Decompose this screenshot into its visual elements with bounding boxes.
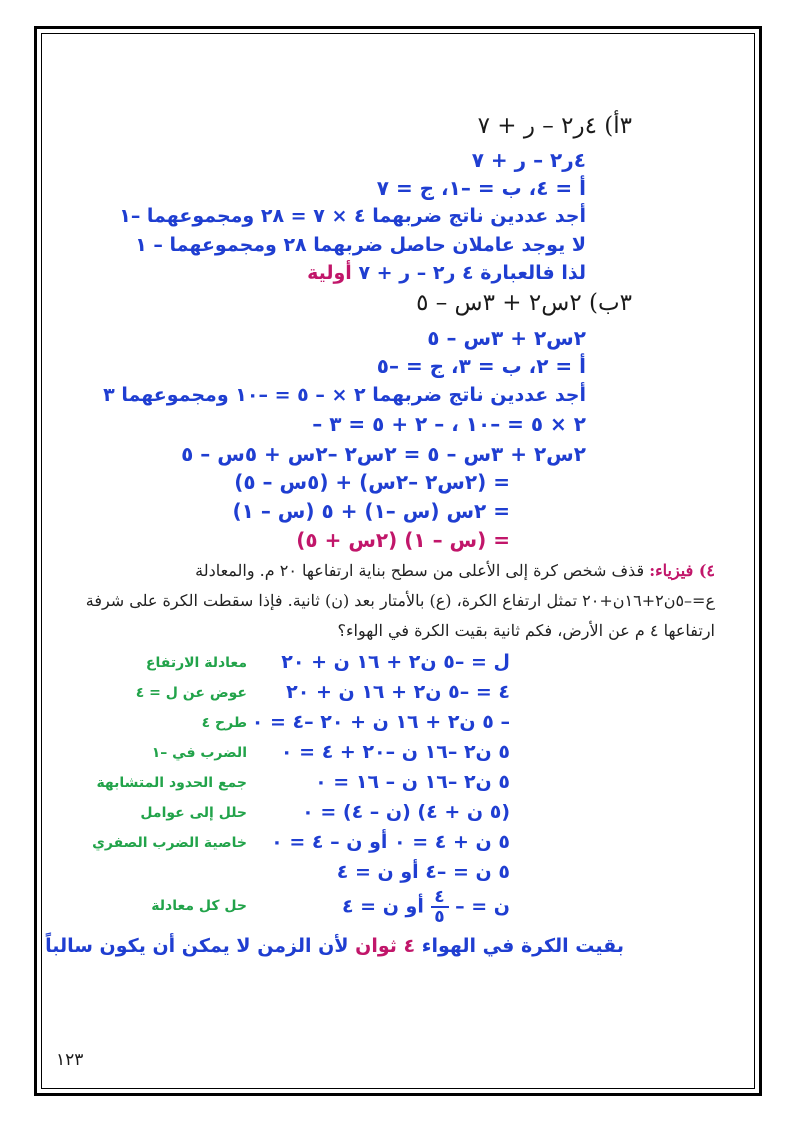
problem-3b-step-2: – ٢ × ٥ = –١٠ ، – ٢ + ٥ = ٣: [312, 412, 586, 436]
problem-3b-coefficients: أ = ٢، ب = ٣، ج = –٥: [376, 354, 586, 378]
problem-4-line-2: ع=–٥ن٢+١٦ن+٢٠ تمثل ارتفاع الكرة، (ع) بالأمتار بعد (ن) ثانية. فإذا سقطت الكرة على شرفة: [85, 591, 715, 610]
problem-3a-coefficients: أ = ٤، ب = –١، ج = ٧: [376, 176, 586, 200]
problem-4-text-1: قذف شخص كرة إلى الأعلى من سطح بناية ارتفاعها ٢٠ م. والمعادلة: [195, 561, 645, 580]
step-equation-1: ل = –٥ ن٢ + ١٦ ن + ٢٠: [281, 651, 510, 673]
answer-prefix: بقيت الكرة في الهواء: [415, 935, 624, 957]
step-note-1: معادلة الارتفاع: [145, 655, 247, 671]
problem-3a-step-1: أجد عددين ناتج ضربهما ٤ × ٧ = ٢٨ ومجموعهما –١: [119, 205, 586, 227]
answer-keyword: ٤ ثوان: [355, 935, 416, 957]
step-equation-6: (٥ ن + ٤) (ن – ٤) = ٠: [302, 801, 510, 823]
step-equation-9: [342, 888, 510, 926]
fraction-numerator: ٤: [434, 887, 445, 907]
problem-3a-step-2: لا يوجد عاملان حاصل ضربهما ٢٨ ومجموعهما – ١: [135, 234, 586, 256]
step-equation-5: ٥ ن٢ –١٦ ن – ١٦ = ٠: [315, 771, 510, 793]
step-equation-3: – ٥ ن٢ + ١٦ ن + ٢٠ –٤ = ٠: [251, 711, 510, 733]
final-answer: [45, 935, 624, 957]
page-number: ١٢٣: [56, 1050, 84, 1070]
problem-3a-conclusion: [307, 262, 586, 284]
answer-suffix: لأن الزمن لا يمكن أن يكون سالباً: [45, 935, 356, 957]
problem-3b-step-4: = (٢س٢ –٢س) + (٥س – ٥): [234, 470, 510, 494]
step-equation-4: ٥ ن٢ –١٦ ن –٢٠ + ٤ = ٠: [280, 741, 510, 763]
problem-3b-expression: ٢س٢ + ٣س – ٥: [427, 326, 586, 350]
prime-keyword: أولية: [307, 262, 352, 284]
problem-3b-step-3: ٢س٢ + ٣س – ٥ = ٢س٢ –٢س + ٥س – ٥: [181, 442, 586, 466]
problem-3b-step-5: = ٢س (س –١) + ٥ (س – ١): [232, 499, 510, 523]
step-note-2: عوض عن ل = ٤: [135, 685, 247, 701]
problem-3a-expression: ٤ر٢ – ر + ٧: [471, 148, 586, 172]
step-equation-7: ٥ ن + ٤ = ٠ أو ن – ٤ = ٠: [271, 831, 510, 853]
fraction-denominator: ٥: [434, 907, 445, 927]
problem-3b-final: = (س – ١) (٢س + ٥): [296, 528, 510, 552]
problem-3a-title: ٣أ) ٤ر٢ – ر + ٧: [477, 113, 632, 139]
step-equation-2: ٤ = –٥ ن٢ + ١٦ ن + ٢٠: [286, 681, 510, 703]
step-note-6: حلل إلى عوامل: [140, 805, 247, 821]
fraction: [431, 888, 449, 926]
last-step-rhs: أو ن = ٤: [341, 895, 424, 918]
problem-3b-title: ٣ب) ٢س٢ + ٣س – ٥: [416, 290, 632, 316]
problem-4-line-3: ارتفاعها ٤ م عن الأرض، فكم ثانية بقيت الكرة في الهواء؟: [337, 621, 715, 640]
step-note-9: حل كل معادلة: [151, 898, 247, 914]
problem-3b-step-1: أجد عددين ناتج ضربهما ٢ × – ٥ = –١٠ ومجموعهما ٣: [103, 384, 586, 406]
step-equation-8: ٥ ن = –٤ أو ن = ٤: [336, 861, 510, 883]
step-note-4: الضرب في –١: [151, 745, 247, 761]
problem-3a-conclusion-text: لذا فالعبارة ٤ ر٢ – ر + ٧: [351, 262, 586, 284]
problem-4-line-1: [195, 561, 715, 580]
step-note-3: طرح ٤: [201, 715, 247, 731]
step-note-5: جمع الحدود المتشابهة: [96, 775, 247, 791]
last-step-lhs: ن = –: [455, 895, 510, 918]
step-note-7: خاصية الضرب الصفري: [92, 835, 247, 851]
problem-4-label: ٤) فيزياء:: [649, 561, 715, 580]
